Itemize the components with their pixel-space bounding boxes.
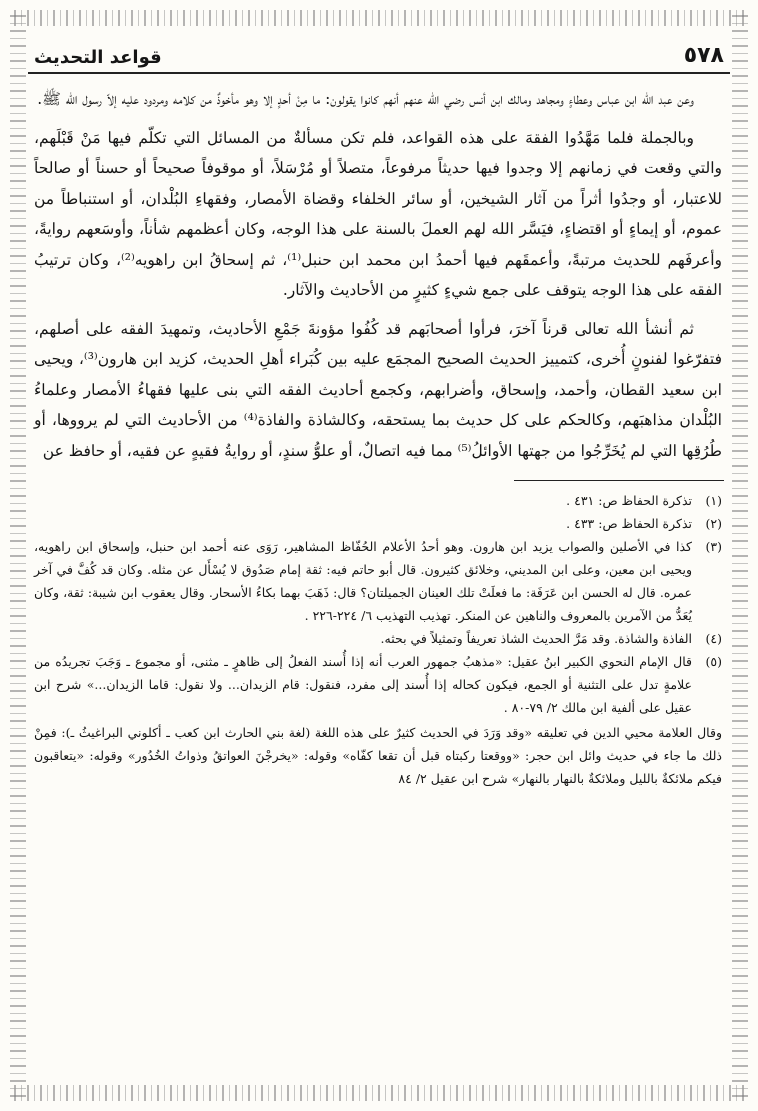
book-page bbox=[28, 40, 730, 1075]
body-paragraph: وعن عبد الله ابن عباس وعطاءٍ ومجاهد ومالك ابن أنس رضي الله عنهم أنهم كانوا يقولون: ما مِنْ أحدٍ إلا وهو مأخوذٌ من كلامه ومردود عليه إلاّ رسول الله ﷺ. bbox=[37, 90, 694, 108]
footnote-text: الفاذة والشاذة. وقد مَرَّ الحديث الشاذ تعريفاً وتمثيلاً في بحثه. bbox=[380, 631, 692, 646]
footnote-number: (٥) bbox=[705, 654, 722, 669]
footnote bbox=[34, 535, 722, 627]
footnote-text: تذكرة الحفاظ ص: ٤٣٣ . bbox=[566, 516, 692, 531]
page-number: ٥٧٨ bbox=[683, 43, 724, 68]
decorative-border-top bbox=[14, 10, 744, 26]
footnote-text: قال الإمام النحوي الكبير ابنُ عقيل: «مذهبُ جمهور العرب أنه إذا أُسند الفعلُ إلى ظاهرٍ ـ مثنى، أو مجموع ـ وَجَبَ تجريدُه من علامةٍ تدل على التثنية أو الجمع، فيكون كحاله إذا أُسند إلى مفرد، فنقول: قام الزيدان... ولا نقول: قاما الزيدان...» شرح ابن عقيل على ألفية ابن مالك ٢/ ٧٩-٨٠ . bbox=[34, 654, 692, 715]
decorative-border-left bbox=[10, 14, 26, 1097]
footnote-number: (٤) bbox=[705, 631, 722, 646]
footnote-number: (٣) bbox=[705, 539, 722, 554]
body-paragraph: ثم أنشأ الله تعالى قرناً آخرَ، فرأوا أصحابَهم قد كُفُوا مؤونةَ جَمْعِ الأحاديث، وتمهيدَ الفقه على أصلهم، فتفرّغوا لفنونٍ أُخرى، كتمييز الحديث الصحيح المجمَع عليه بين كُبَراء أهلِ الحديث، كزيد ابن هارون⁽³⁾، ويحيى ابن سعيد القطان، وأحمد، وإسحاق، وأضرابهم، وكجمع أحاديث الفقه التي بنى عليها فقهاءُ الأمصار وعلماءُ البُلْدان مذاهبَهم، وكالحكم على كل حديث بما يستحقه، وكالشاذة والفاذة⁽⁴⁾ من الأحاديث التي لم يرووها، أو طُرُقِها التي لم يُخَرِّجُوا من جهتها الأوائلُ⁽⁵⁾ مما فيه اتصالٌ، أو علوُّ سندٍ، أو روايةُ فقيهٍ عن فقيه، أو حافظ عن bbox=[34, 319, 722, 460]
book-title: قواعد التحديث bbox=[34, 47, 162, 68]
main-text bbox=[28, 84, 730, 466]
footnote bbox=[34, 489, 722, 512]
footnote bbox=[34, 650, 722, 719]
footnote-continuation: وقال العلامة محيي الدين في تعليقه «وقد وَرَدَ في الحديث كثيرٌ على هذه اللغة (لغة بني الحارث ابن كعب ـ أكلوني البراغيثُ ـ): فمِنْ ذلك ما جاء في حديث وائل ابن حجر: «ووقعتا ركبتاه قبل أن تقعا كفّاه» وقوله: «يخرجْنَ العواتقُ وذواتُ الخُدُور» وقوله: «يتعاقبون فيكم ملائكةٌ بالليل وملائكةٌ بالنهار بالنهار» شرح ابن عقيل ٢/ ٨٤ bbox=[34, 725, 722, 786]
decorative-border-bottom bbox=[14, 1085, 744, 1101]
footnote-text: تذكرة الحفاظ ص: ٤٣١ . bbox=[566, 493, 692, 508]
footnote bbox=[34, 512, 722, 535]
footnote-divider bbox=[514, 480, 724, 481]
footnotes bbox=[28, 489, 730, 790]
footnote bbox=[34, 627, 722, 650]
footnote-number: (١) bbox=[705, 493, 722, 508]
running-header bbox=[28, 40, 730, 74]
footnote-text: كذا في الأصلين والصواب يزيد ابن هارون. وهو أحدُ الأعلام الحُفّاظ المشاهير، رَوَى عنه أحمد ابن حنبل، وإسحاق ابن راهويه، ويحيى ابن معين، وعلى ابن المديني، وخلائق كثيرون. قال أبو حاتم فيه: ثقة إمام صَدُوق لا يُسْأَل عن مثله. وكان قد كُفَّ في آخر عمره. قال له الحسن ابن عَرَفَة: ما فعلَتْ تلك العينان الجميلتان؟ قال: ذَهَبَ بهما بكاءُ الأسحار. وقال يعقوب ابن شيبة: ثقة، وكان يُعَدُّ من الآمرين بالمعروف والناهين عن المنكر. تهذيب التهذيب ٦/ ٢٢٤-٢٢٦ . bbox=[34, 539, 693, 623]
footnote-number: (٢) bbox=[705, 516, 722, 531]
decorative-border-right bbox=[732, 14, 748, 1097]
body-paragraph: وبالجملة فلما مَهَّدُوا الفقهَ على هذه القواعد، فلم تكن مسألةٌ من المسائل التي تكلّم فيها مَنْ قَبْلَهم، والتي وقعت في زمانهم إلا وجدوا فيها حديثاً مرفوعاً، متصلاً أو مُرْسَلاً، أو موقوفاً صحيحاً أو حسناً أو صالحاً للاعتبار، أو وجدُوا أثراً من آثار الشيخين، أو سائر الخلفاء وقضاة الأمصار، وفقهاءِ البُلْدان، أو استنباطاً من عموم، أو إيماءٍ أو اقتضاءٍ، فيَسَّر الله لهم العملَ بالسنة على هذا الوجه، وكان أعظمهم شأناً، وأوسَعهم روايةً، وأعرفَهم للحديث مرتبةً، وأعمقَهم فيها أحمدُ ابن محمد ابن حنبل⁽¹⁾، ثم إسحاقُ ابن راهويه⁽²⁾، وكان ترتيبُ الفقه على هذا الوجه يتوقف على جمع شيءٍ كثيرٍ من الأحاديث والآثار. bbox=[34, 128, 722, 299]
